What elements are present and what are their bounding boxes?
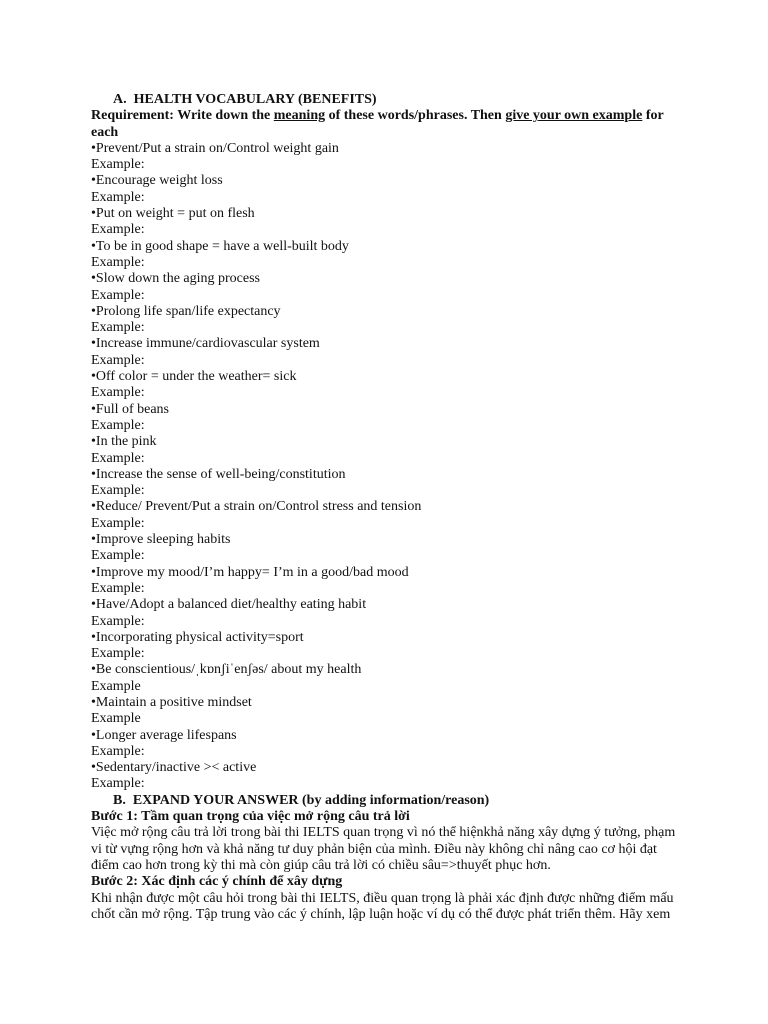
vocab-item: •Prevent/Put a strain on/Control weight gain bbox=[91, 140, 339, 156]
vocab-item: •Have/Adopt a balanced diet/healthy eating habit bbox=[91, 597, 367, 613]
example-label: Example: bbox=[91, 352, 145, 368]
example-label: Example: bbox=[91, 776, 145, 792]
example-label: Example: bbox=[91, 320, 145, 336]
example-label: Example bbox=[91, 678, 141, 694]
vocab-item: •To be in good shape = have a well-built body bbox=[91, 238, 349, 254]
example-label: Example: bbox=[91, 385, 145, 401]
vocab-item: •Encourage weight loss bbox=[91, 173, 223, 189]
vocab-item: •Full of beans bbox=[91, 401, 170, 417]
requirement-part2: of these words/phrases. Then bbox=[325, 108, 506, 124]
example-label: Example: bbox=[91, 189, 145, 205]
example-label: Example: bbox=[91, 483, 145, 499]
example-label: Example: bbox=[91, 743, 145, 759]
vocab-item: •Improve my mood/I’m happy= I’m in a good/bad mood bbox=[91, 564, 409, 580]
vocabulary-list bbox=[91, 141, 676, 793]
vocab-item: •Slow down the aging process bbox=[91, 271, 260, 287]
vocab-item: •Be conscientious/ˌkɒnʃiˈenʃəs/ about my health bbox=[91, 662, 362, 678]
example-label: Example: bbox=[91, 287, 145, 303]
example-label: Example: bbox=[91, 417, 145, 433]
requirement-part1: Requirement: Write down the bbox=[91, 108, 274, 124]
example-label: Example: bbox=[91, 580, 145, 596]
requirement-part3: for each bbox=[91, 108, 664, 140]
example-label: Example bbox=[91, 711, 141, 727]
step1-title: Bước 1: Tầm quan trọng của việc mở rộng câu trả lời bbox=[91, 809, 410, 825]
example-label: Example: bbox=[91, 222, 145, 238]
vocab-item: •Maintain a positive mindset bbox=[91, 694, 252, 710]
requirement-give-example: give your own example bbox=[505, 108, 643, 124]
vocab-item: •Improve sleeping habits bbox=[91, 532, 231, 548]
example-label: Example: bbox=[91, 157, 145, 173]
vocab-item: •Increase immune/cardiovascular system bbox=[91, 336, 320, 352]
vocab-item: •Off color = under the weather= sick bbox=[91, 369, 297, 385]
requirement-text bbox=[91, 108, 676, 141]
requirement-meaning: meaning bbox=[273, 108, 326, 124]
example-label: Example: bbox=[91, 646, 145, 662]
vocab-item: •Prolong life span/life expectancy bbox=[91, 303, 281, 319]
step2-title: Bước 2: Xác định các ý chính để xây dựng bbox=[91, 874, 343, 890]
example-label: Example: bbox=[91, 450, 145, 466]
example-label: Example: bbox=[91, 548, 145, 564]
example-label: Example: bbox=[91, 254, 145, 270]
vocab-item: •Put on weight = put on flesh bbox=[91, 206, 255, 222]
example-label: Example: bbox=[91, 613, 145, 629]
section-b-heading: B. EXPAND YOUR ANSWER (by adding information/reason) bbox=[113, 792, 490, 808]
document-page bbox=[91, 92, 676, 923]
step1-text: Việc mở rộng câu trả lời trong bài thi IELTS quan trọng vì nó thể hiệnkhả năng xây dựng ý tưởng, phạm vi từ vựng rộng hơn và khả năng tư duy phản biện của mình. Điều này không chỉ nâng cao cơ hội đạt điểm cao hơn trong kỳ thi mà còn giúp câu trả lời có chiều sâu=>thuyết phục hơn. bbox=[91, 825, 676, 873]
example-label: Example: bbox=[91, 515, 145, 531]
vocab-item: •Longer average lifespans bbox=[91, 727, 237, 743]
section-a-heading: A. HEALTH VOCABULARY (BENEFITS) bbox=[113, 92, 377, 107]
vocab-item: •In the pink bbox=[91, 434, 157, 450]
vocab-item: •Increase the sense of well-being/constitution bbox=[91, 466, 346, 482]
vocab-item: •Reduce/ Prevent/Put a strain on/Control stress and tension bbox=[91, 499, 422, 515]
vocab-item: •Sedentary/inactive >< active bbox=[91, 760, 257, 776]
vocab-item: •Incorporating physical activity=sport bbox=[91, 629, 304, 645]
step2-text: Khi nhận được một câu hỏi trong bài thi IELTS, điều quan trọng là phải xác định được những điểm mấu chốt cần mở rộng. Tập trung vào các ý chính, lập luận hoặc ví dụ có thể được phát triển thêm. Hãy xem bbox=[91, 890, 674, 922]
